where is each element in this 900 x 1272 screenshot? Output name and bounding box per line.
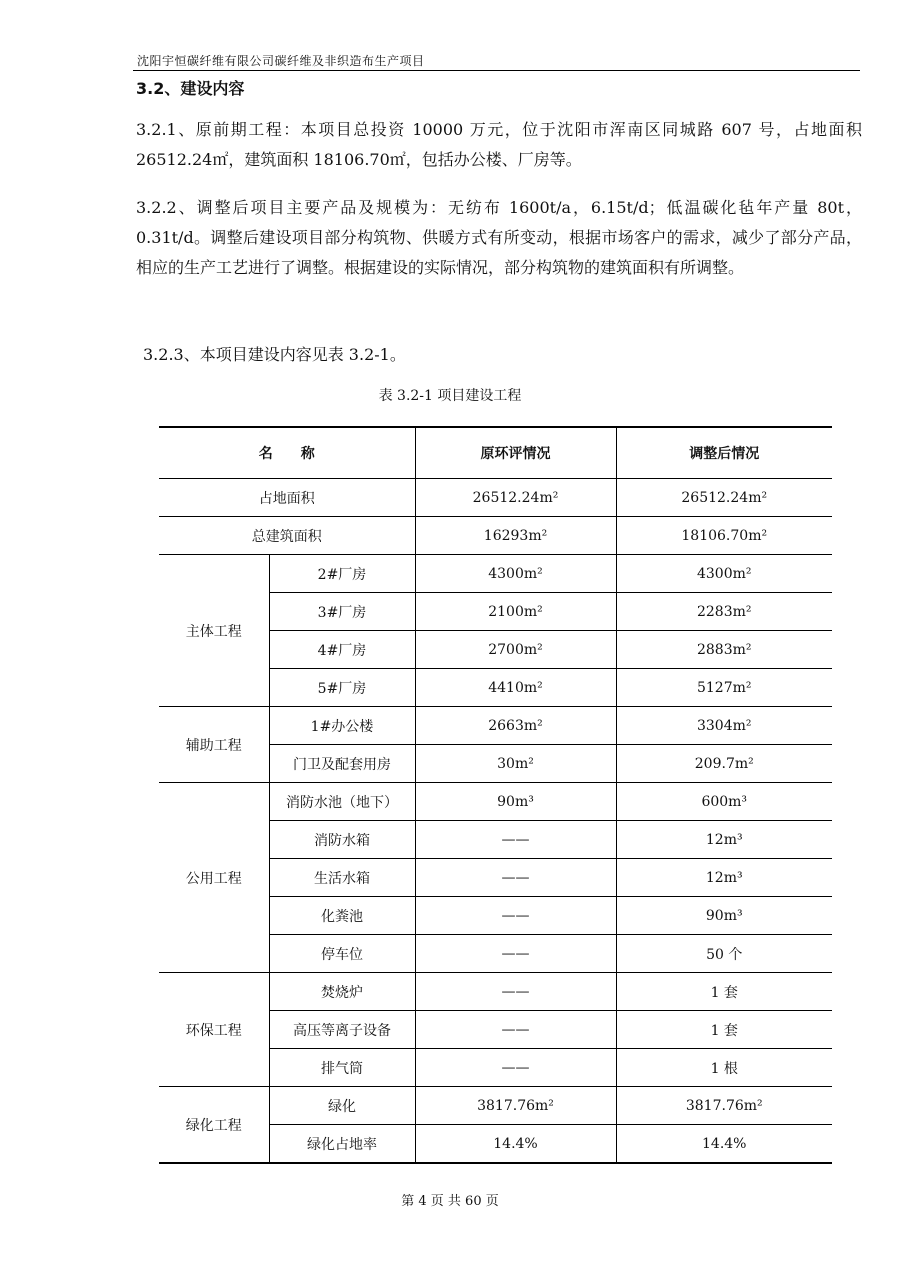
group-name: 公用工程 xyxy=(159,783,269,973)
item-adjusted: 3304m² xyxy=(616,707,832,745)
item-name: 化粪池 xyxy=(269,897,415,935)
row-original: 26512.24m² xyxy=(415,479,616,517)
item-adjusted: 4300m² xyxy=(616,555,832,593)
group-name: 绿化工程 xyxy=(159,1087,269,1164)
item-original: —— xyxy=(415,821,616,859)
item-adjusted: 1 套 xyxy=(616,973,832,1011)
item-name: 生活水箱 xyxy=(269,859,415,897)
item-name: 高压等离子设备 xyxy=(269,1011,415,1049)
item-name: 绿化占地率 xyxy=(269,1125,415,1164)
row-name: 总建筑面积 xyxy=(159,517,415,555)
item-original: 2700m² xyxy=(415,631,616,669)
paragraph-3-2-1: 3.2.1、原前期工程：本项目总投资 10000 万元，位于沈阳市浑南区同城路 607 号，占地面积 26512.24㎡，建筑面积 18106.70㎡，包括办公楼、厂房等。 xyxy=(136,120,862,169)
item-name: 绿化 xyxy=(269,1087,415,1125)
item-name: 门卫及配套用房 xyxy=(269,745,415,783)
item-adjusted: 1 套 xyxy=(616,1011,832,1049)
header-adjusted: 调整后情况 xyxy=(616,427,832,479)
row-adjusted: 18106.70m² xyxy=(616,517,832,555)
item-original: —— xyxy=(415,1049,616,1087)
item-original: 3817.76m² xyxy=(415,1087,616,1125)
table-row xyxy=(159,707,832,745)
construction-table xyxy=(159,426,832,1164)
item-name: 1#办公楼 xyxy=(269,707,415,745)
item-adjusted: 2283m² xyxy=(616,593,832,631)
table-caption: 表 3.2-1 项目建设工程 xyxy=(378,388,522,404)
paragraph-3-2-3: 3.2.3、本项目建设内容见表 3.2-1。 xyxy=(143,345,406,364)
item-original: 4300m² xyxy=(415,555,616,593)
item-name: 停车位 xyxy=(269,935,415,973)
item-name: 2#厂房 xyxy=(269,555,415,593)
table-row xyxy=(159,1087,832,1125)
item-name: 排气筒 xyxy=(269,1049,415,1087)
item-adjusted: 2883m² xyxy=(616,631,832,669)
item-name: 3#厂房 xyxy=(269,593,415,631)
page-header: 沈阳宇恒碳纤维有限公司碳纤维及非织造布生产项目 xyxy=(137,54,425,68)
table-row xyxy=(159,555,832,593)
item-name: 4#厂房 xyxy=(269,631,415,669)
item-original: 90m³ xyxy=(415,783,616,821)
item-original: 30m² xyxy=(415,745,616,783)
item-original: —— xyxy=(415,897,616,935)
item-adjusted: 12m³ xyxy=(616,859,832,897)
item-adjusted: 14.4% xyxy=(616,1125,832,1164)
item-adjusted: 90m³ xyxy=(616,897,832,935)
group-name: 辅助工程 xyxy=(159,707,269,783)
item-adjusted: 600m³ xyxy=(616,783,832,821)
item-adjusted: 3817.76m² xyxy=(616,1087,832,1125)
table-row xyxy=(159,517,832,555)
group-name: 主体工程 xyxy=(159,555,269,707)
item-original: 14.4% xyxy=(415,1125,616,1164)
item-original: 4410m² xyxy=(415,669,616,707)
item-original: —— xyxy=(415,859,616,897)
table-row xyxy=(159,973,832,1011)
page-footer: 第 4 页 共 60 页 xyxy=(401,1194,499,1209)
row-adjusted: 26512.24m² xyxy=(616,479,832,517)
group-name: 环保工程 xyxy=(159,973,269,1087)
item-original: —— xyxy=(415,935,616,973)
table-header-row xyxy=(159,427,832,479)
section-title: 3.2、建设内容 xyxy=(136,79,245,98)
header-original: 原环评情况 xyxy=(415,427,616,479)
item-adjusted: 50 个 xyxy=(616,935,832,973)
table-row xyxy=(159,479,832,517)
item-name: 消防水箱 xyxy=(269,821,415,859)
paragraph-3-2-2: 3.2.2、调整后项目主要产品及规模为：无纺布 1600t/a，6.15t/d；低温碳化毡年产量 80t，0.31t/d。调整后建设项目部分构筑物、供暖方式有所变动，根据市场客户的需求，减少了部分产品， 相应的生产工艺进行了调整。根据建设的实际情况，部分构筑物的建筑面积有所调整。 xyxy=(136,198,862,277)
header-divider xyxy=(133,70,860,71)
item-name: 焚烧炉 xyxy=(269,973,415,1011)
item-original: —— xyxy=(415,1011,616,1049)
item-adjusted: 5127m² xyxy=(616,669,832,707)
item-original: —— xyxy=(415,973,616,1011)
item-adjusted: 209.7m² xyxy=(616,745,832,783)
item-adjusted: 1 根 xyxy=(616,1049,832,1087)
item-original: 2100m² xyxy=(415,593,616,631)
table-row xyxy=(159,783,832,821)
item-name: 消防水池（地下） xyxy=(269,783,415,821)
header-name: 名 称 xyxy=(159,427,415,479)
item-original: 2663m² xyxy=(415,707,616,745)
item-name: 5#厂房 xyxy=(269,669,415,707)
item-adjusted: 12m³ xyxy=(616,821,832,859)
row-original: 16293m² xyxy=(415,517,616,555)
row-name: 占地面积 xyxy=(159,479,415,517)
